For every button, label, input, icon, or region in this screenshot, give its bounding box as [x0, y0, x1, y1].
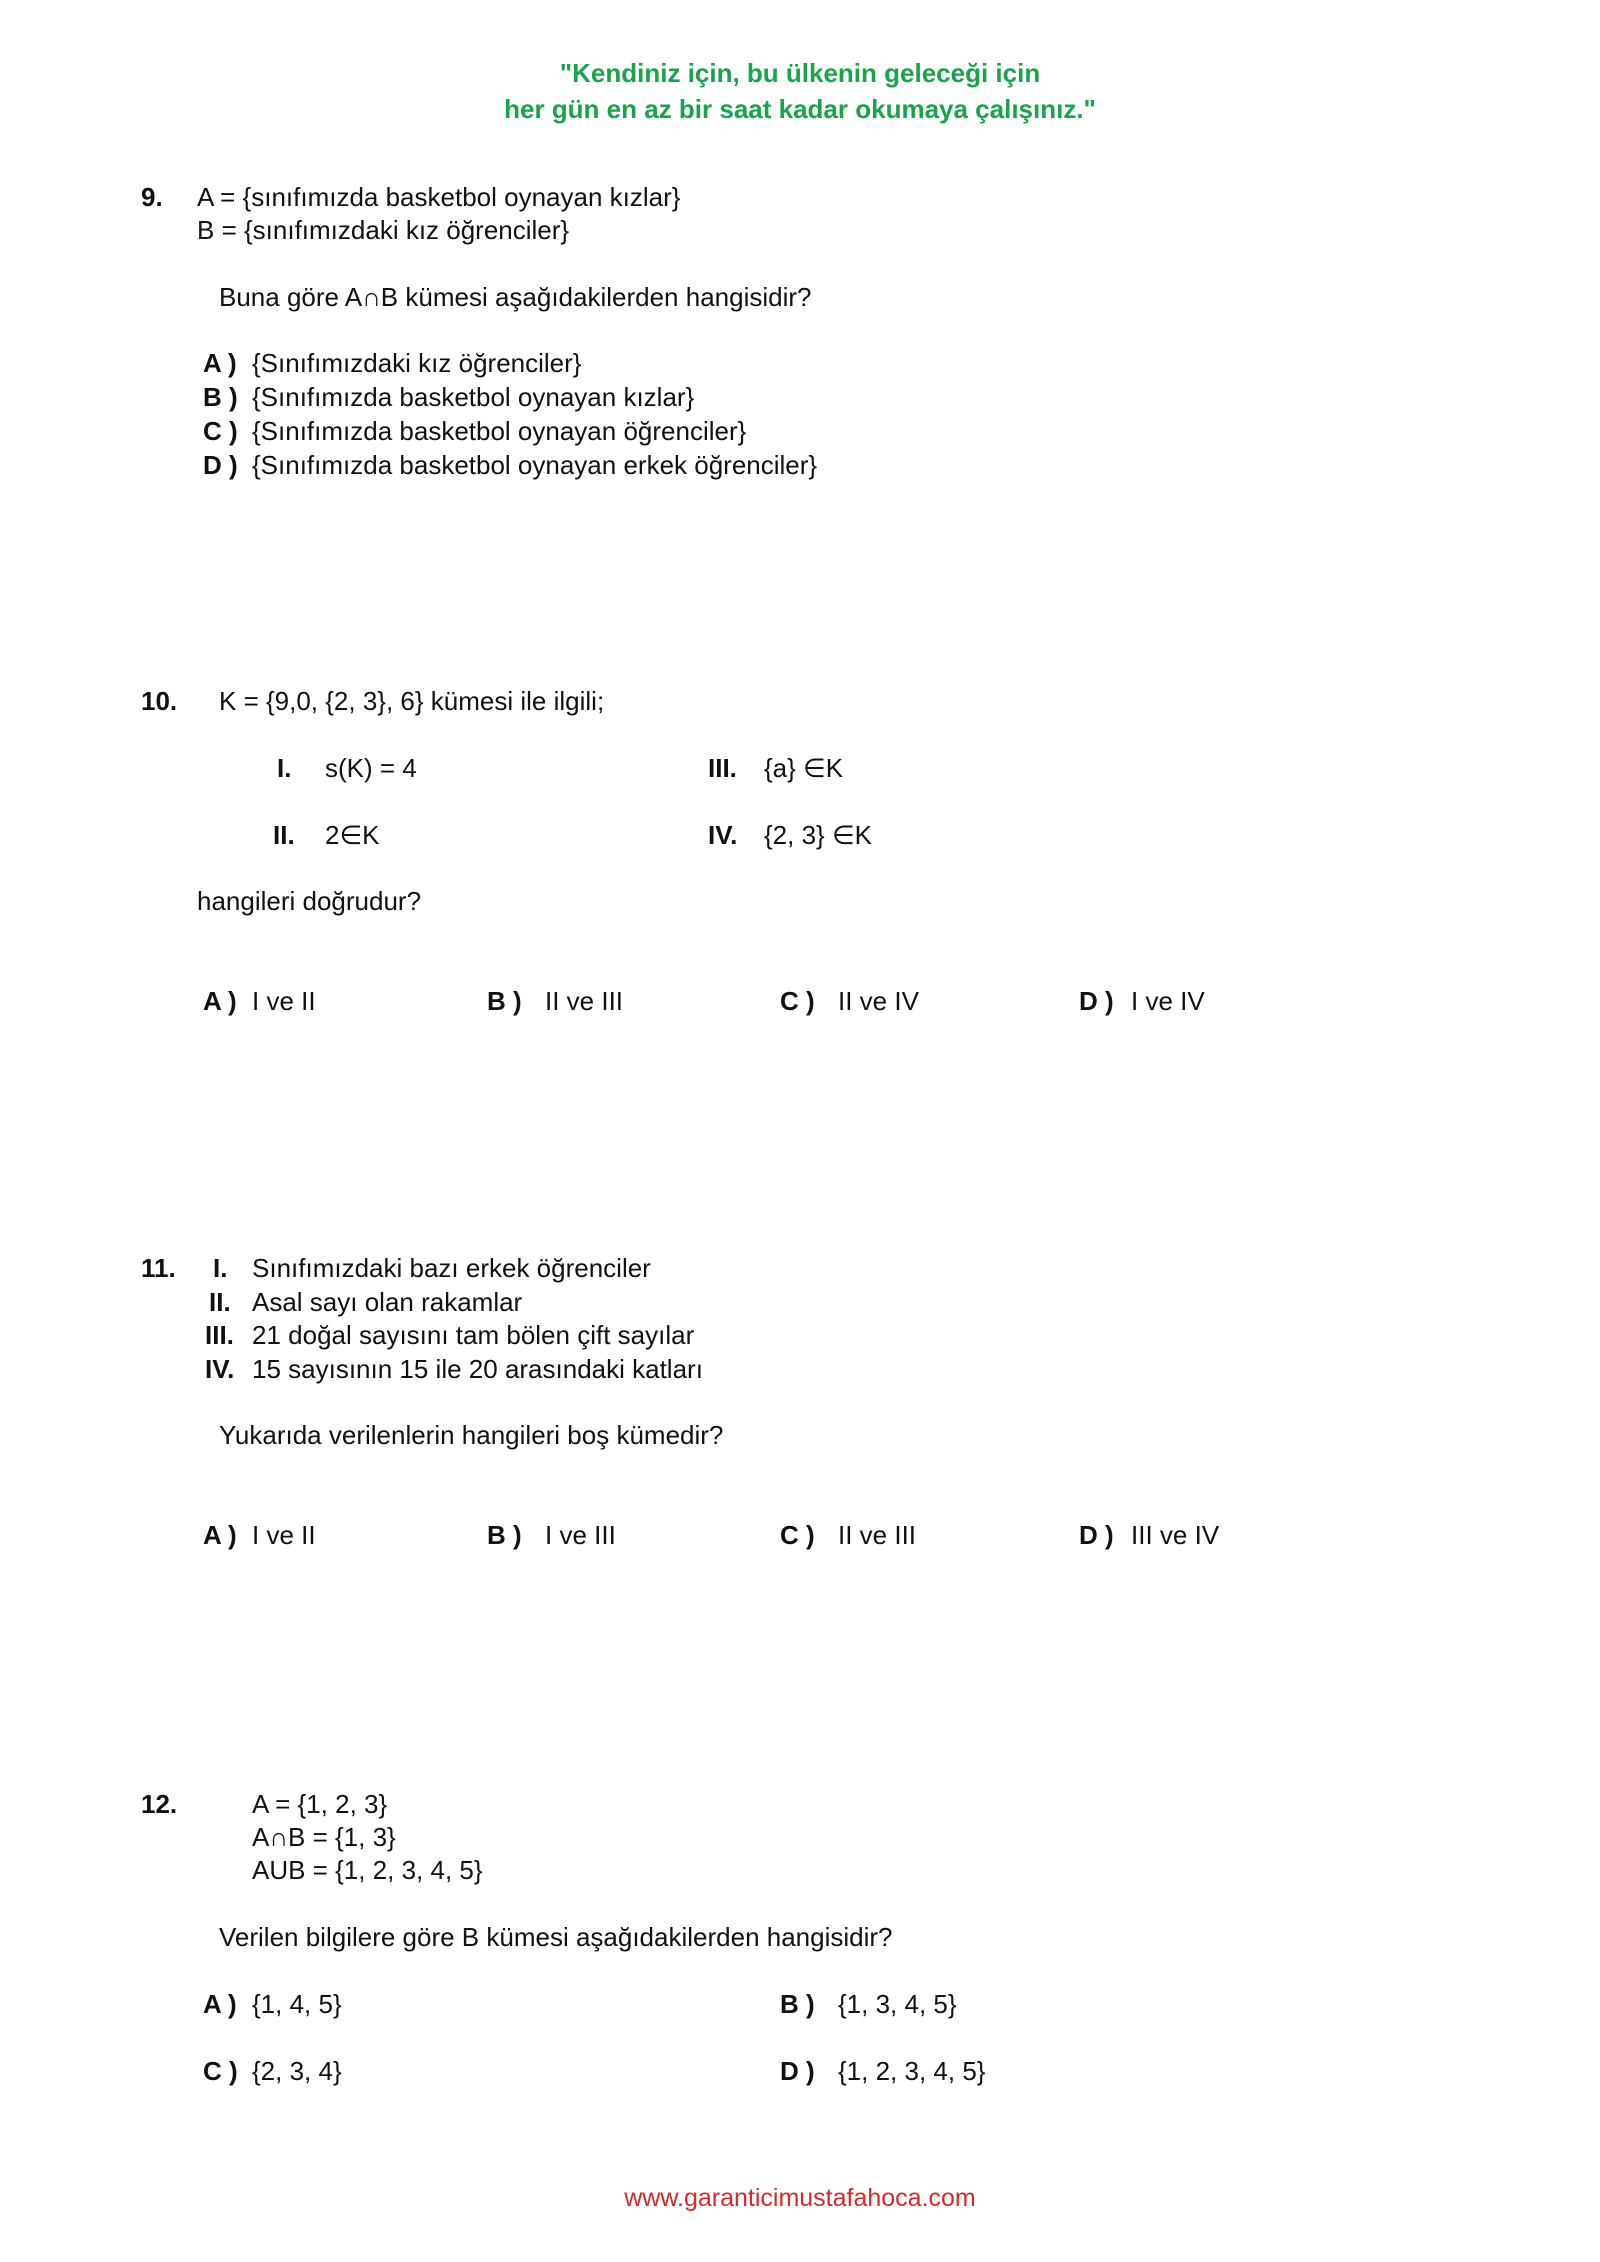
option-a-key[interactable]: A ): [203, 1520, 237, 1550]
set-a-definition: A = {sınıfımızda basketbol oynayan kızlar}: [197, 182, 681, 212]
statement-2-text: 2∈K: [325, 820, 380, 850]
question-text: Buna göre A∩B kümesi aşağıdakilerden hangisidir?: [219, 282, 812, 312]
option-c-text[interactable]: II ve IV: [838, 986, 919, 1016]
question-text: Yukarıda verilenlerin hangileri boş kümedir?: [219, 1420, 724, 1450]
question-text: Verilen bilgilere göre B kümesi aşağıdakilerden hangisidir?: [219, 1922, 893, 1952]
option-d-text[interactable]: {Sınıfımızda basketbol oynayan erkek öğrenciler}: [252, 450, 818, 480]
statement-1-text: s(K) = 4: [325, 753, 417, 783]
option-a-text[interactable]: {1, 4, 5}: [252, 1989, 342, 2019]
given-intersection: A∩B = {1, 3}: [252, 1822, 396, 1852]
option-d-text[interactable]: {1, 2, 3, 4, 5}: [838, 2056, 986, 2086]
option-d-key[interactable]: D ): [203, 450, 238, 480]
option-d-key[interactable]: D ): [1079, 1520, 1114, 1550]
question-number: 11.: [141, 1253, 176, 1283]
statement-3-roman: III.: [708, 753, 737, 783]
statement-1-roman: I.: [277, 753, 292, 783]
option-b-key[interactable]: B ): [780, 1989, 815, 2019]
option-a-text[interactable]: I ve II: [252, 986, 316, 1016]
option-a-key[interactable]: A ): [203, 1989, 237, 2019]
statement-1-roman: I.: [213, 1253, 228, 1283]
option-a-text[interactable]: {Sınıfımızdaki kız öğrenciler}: [252, 348, 582, 378]
statement-3-text: {a} ∈K: [764, 753, 844, 783]
given-union: AUB = {1, 2, 3, 4, 5}: [252, 1855, 483, 1885]
option-a-key[interactable]: A ): [203, 348, 237, 378]
option-c-key[interactable]: C ): [780, 1520, 815, 1550]
question-number: 12.: [141, 1789, 178, 1819]
option-c-key[interactable]: C ): [203, 2056, 238, 2086]
option-b-text[interactable]: II ve III: [545, 986, 624, 1016]
question-number: 9.: [141, 182, 163, 212]
statement-4-roman: IV.: [708, 820, 738, 850]
option-b-key[interactable]: B ): [487, 1520, 522, 1550]
question-text: hangileri doğrudur?: [197, 886, 422, 916]
option-b-text[interactable]: {1, 3, 4, 5}: [838, 1989, 957, 2019]
option-c-text[interactable]: {Sınıfımızda basketbol oynayan öğrenciler}: [252, 416, 747, 446]
question-number: 10.: [141, 686, 178, 716]
statement-3-text: 21 doğal sayısını tam bölen çift sayılar: [252, 1320, 695, 1350]
option-d-text[interactable]: III ve IV: [1131, 1520, 1220, 1550]
set-b-definition: B = {sınıfımızdaki kız öğrenciler}: [197, 215, 570, 245]
motto-line-2: her gün en az bir saat kadar okumaya çalışınız.": [504, 94, 1096, 124]
statement-4-text: 15 sayısının 15 ile 20 arasındaki katları: [252, 1354, 703, 1384]
option-c-key[interactable]: C ): [780, 986, 815, 1016]
statement-4-roman: IV.: [205, 1354, 235, 1384]
statement-4-text: {2, 3} ∈K: [764, 820, 872, 850]
option-b-key[interactable]: B ): [487, 986, 522, 1016]
option-d-text[interactable]: I ve IV: [1131, 986, 1205, 1016]
statement-2-roman: II.: [273, 820, 295, 850]
statement-2-roman: II.: [209, 1287, 231, 1317]
statement-2-text: Asal sayı olan rakamlar: [252, 1287, 523, 1317]
option-d-key[interactable]: D ): [780, 2056, 815, 2086]
given-set-a: A = {1, 2, 3}: [252, 1789, 388, 1819]
footer-website-link[interactable]: www.garanticimustafahoca.com: [624, 2184, 976, 2212]
statement-3-roman: III.: [205, 1320, 234, 1350]
option-b-text[interactable]: {Sınıfımızda basketbol oynayan kızlar}: [252, 382, 695, 412]
option-d-key[interactable]: D ): [1079, 986, 1114, 1016]
option-c-text[interactable]: II ve III: [838, 1520, 917, 1550]
statement-1-text: Sınıfımızdaki bazı erkek öğrenciler: [252, 1253, 651, 1283]
question-stem: K = {9,0, {2, 3}, 6} kümesi ile ilgili;: [219, 686, 605, 716]
option-c-key[interactable]: C ): [203, 416, 238, 446]
option-b-key[interactable]: B ): [203, 382, 238, 412]
option-c-text[interactable]: {2, 3, 4}: [252, 2056, 342, 2086]
option-a-text[interactable]: I ve II: [252, 1520, 316, 1550]
option-a-key[interactable]: A ): [203, 986, 237, 1016]
option-b-text[interactable]: I ve III: [545, 1520, 616, 1550]
motto-line-1: "Kendiniz için, bu ülkenin geleceği için: [559, 58, 1041, 88]
